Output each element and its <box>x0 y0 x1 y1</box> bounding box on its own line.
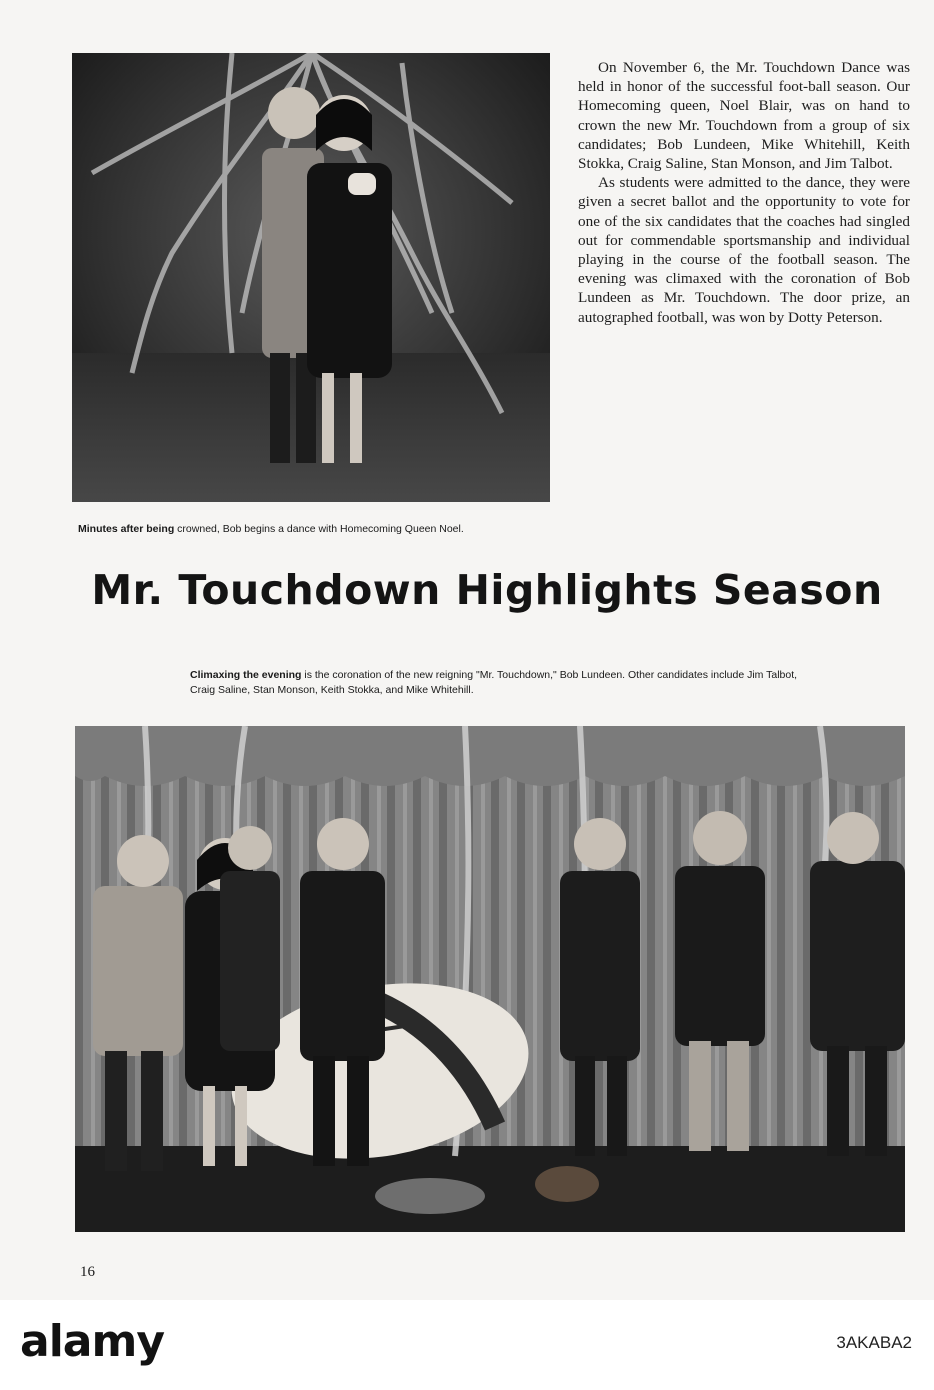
dance-photo-caption <box>78 522 558 537</box>
coronation-photo-caption <box>190 668 800 698</box>
caption-text: is the coronation of the new reigning "Mr. Touchdown," Bob Lundeen. Other candidates include Jim Talbot, Craig Saline, Stan Monson, Keith Stokka, and Mike Whitehill. <box>190 669 798 696</box>
article-paragraph: On November 6, the Mr. Touchdown Dance was held in honor of the successful foot-ball season. Our Homecoming queen, Noel Blair, was on hand to crown the new Mr. Touchdown from a group of six candidates; Bob Lundeen, Mike Whitehill, Keith Stokka, Craig Saline, Stan Monson, and Jim Talbot. <box>578 59 910 173</box>
dance-photo-image <box>72 53 550 502</box>
coronation-photo <box>75 726 905 1232</box>
page-number: 16 <box>80 1264 95 1280</box>
caption-lead: Minutes after being <box>78 523 175 535</box>
dance-photo <box>72 53 550 502</box>
article-body <box>578 58 910 327</box>
caption-lead: Climaxing the evening <box>190 669 302 681</box>
page-title: Mr. Touchdown Highlights Season <box>91 566 883 614</box>
alamy-logo: alamy <box>20 1316 164 1367</box>
coronation-photo-image <box>75 726 905 1232</box>
caption-text: crowned, Bob begins a dance with Homecoming Queen Noel. <box>174 523 464 535</box>
article-paragraph: As students were admitted to the dance, they were given a secret ballot and the opportunity to vote for one of the six candidates that the coaches had singled out for commendable sportsmanship and individual playing in the course of the football season. The evening was climaxed with the coronation of Bob Lundeen as Mr. Touchdown. The door prize, an autographed football, was won by Dotty Peterson. <box>578 174 910 326</box>
image-id: 3AKABA2 <box>836 1333 912 1352</box>
